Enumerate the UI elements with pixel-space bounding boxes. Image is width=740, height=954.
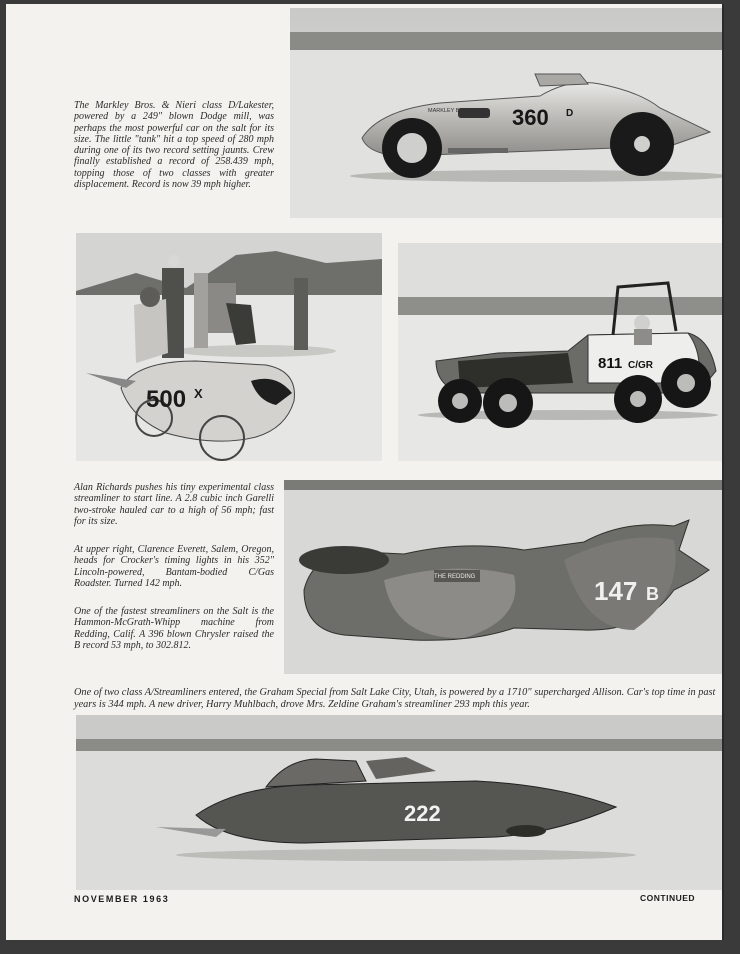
lakester-plate: MARKLEY BROS (428, 108, 472, 114)
footer-date: NOVEMBER 1963 (74, 894, 170, 904)
magazine-page (6, 4, 722, 940)
caption-graham: One of two class A/Streamliners entered, the Graham Special from Salt Lake City, Utah, is powered by a 1710" supercharged Allison. Car's top time in past years is 344 mph. A new driver, Harry Muhlbach, drove Mrs. Zeldine Graham's streamliner 293 mph this year. (74, 687, 716, 710)
photo-b-streamliner (284, 480, 722, 674)
graham-streamliner-number: 222 (404, 801, 441, 826)
caption-richards: Alan Richards pushes his tiny experimental class streamliner to start line. A 2.8 cubic inch Garelli two-stroke hauled car to a high of 56 mph; fast for its size. (74, 482, 274, 527)
caption-hammon: One of the fastest streamliners on the Salt is the Hammon-McGrath-Whipp machine from Redding, Calif. A 396 blown Chrysler raised the B record 53 mph, to 302.812. (74, 606, 274, 651)
roadster-number: 811 (598, 355, 623, 372)
roadster-class: C/GR (628, 360, 653, 371)
lakester-number: 360 (512, 105, 549, 130)
photo-mini-streamliner (76, 233, 382, 461)
b-streamliner-class: B (646, 584, 659, 604)
photo-graham-streamliner (76, 715, 722, 890)
caption-everett: At upper right, Clarence Everett, Salem, Oregon, heads for Crocker's timing lights in his 352" Lincoln-powered, Bantam-bodied C/Gas Roadster. Turned 142 mph. (74, 544, 274, 589)
photo-lakester (290, 8, 722, 218)
b-streamliner-number: 147 (594, 576, 638, 606)
mini-streamliner-class: X (194, 386, 203, 401)
caption-markley: The Markley Bros. & Nieri class D/Lakester, powered by a 249" blown Dodge mill, was perhaps the most powerful car on the salt for its size. The little "tank" hit a top speed of 280 mph during one of its two record setting jaunts. Crew finally established a record of 258.439 mph, topping those of two classes with greater displacement. Record is now 39 mph higher. (74, 100, 274, 191)
b-streamliner-plate: THE REDDING (434, 574, 476, 580)
mini-streamliner-number: 500 (146, 386, 187, 413)
footer-continued: CONTINUED (640, 893, 696, 903)
lakester-class: D (566, 108, 574, 119)
photo-roadster (398, 243, 722, 461)
